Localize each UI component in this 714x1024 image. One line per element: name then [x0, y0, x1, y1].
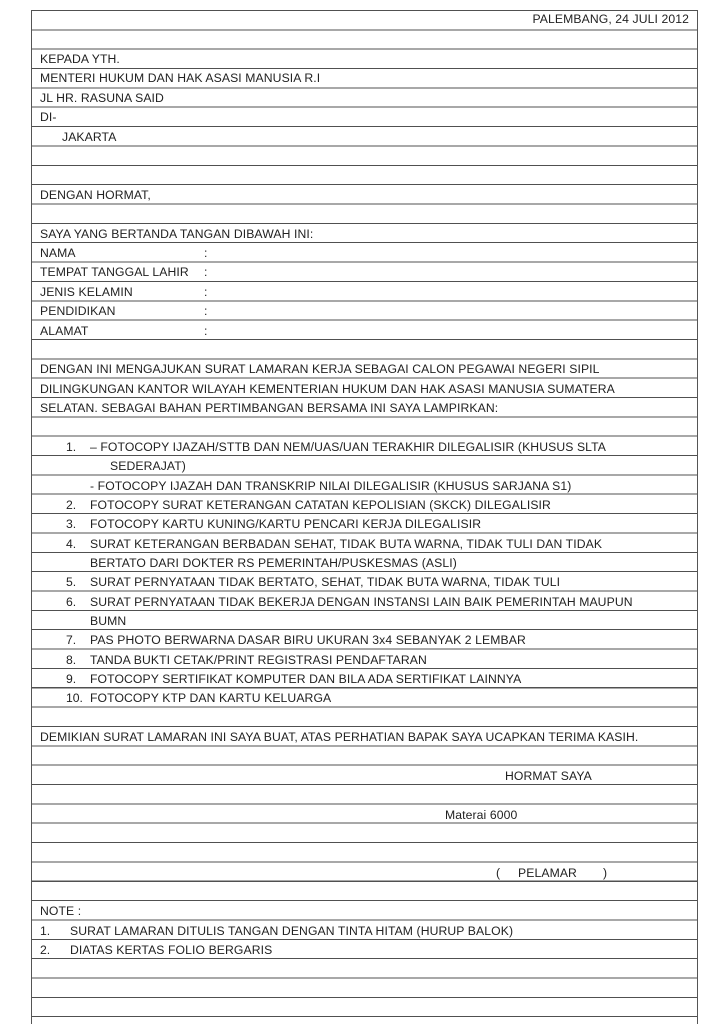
recipient-di: DI-: [40, 110, 57, 124]
list-item-number: 8.: [66, 653, 77, 667]
signature-regards: HORMAT SAYA: [505, 769, 592, 783]
body-line-3: SELATAN. SEBAGAI BAHAN PERTIMBANGAN BERSAMA INI SAYA LAMPIRKAN:: [40, 401, 499, 415]
note-title: NOTE :: [40, 904, 82, 918]
closing-statement: DEMIKIAN SURAT LAMARAN INI SAYA BUAT, ATAS PERHATIAN BAPAK SAYA UCAPKAN TERIMA KASIH.: [40, 730, 639, 744]
list-item: BUMN: [90, 614, 127, 628]
list-item: - FOTOCOPY IJAZAH DAN TRANSKRIP NILAI DILEGALISIR (KHUSUS SARJANA S1): [90, 479, 572, 493]
note-item: SURAT LAMARAN DITULIS TANGAN DENGAN TINTA HITAM (HURUP BALOK): [70, 924, 514, 938]
body-line-2: DILINGKUNGAN KANTOR WILAYAH KEMENTERIAN HUKUM DAN HAK ASASI MANUSIA SUMATERA: [40, 382, 615, 396]
list-item: FOTOCOPY KTP DAN KARTU KELUARGA: [90, 691, 332, 705]
list-item-number: 4.: [66, 537, 77, 551]
note-item: DIATAS KERTAS FOLIO BERGARIS: [70, 943, 273, 957]
field-pendidikan-label: PENDIDIKAN: [40, 304, 116, 318]
signature-stamp: Materai 6000: [445, 808, 518, 822]
body-line-1: DENGAN INI MENGAJUKAN SURAT LAMARAN KERJA SEBAGAI CALON PEGAWAI NEGERI SIPIL: [40, 362, 600, 376]
field-jenis-kelamin-label: JENIS KELAMIN: [40, 285, 133, 299]
note-item-number: 1.: [40, 924, 51, 938]
applicant-intro: SAYA YANG BERTANDA TANGAN DIBAWAH INI:: [40, 227, 314, 241]
list-item: BERTATO DARI DOKTER RS PEMERINTAH/PUSKESMAS (ASLI): [90, 556, 457, 570]
field-alamat-colon: :: [204, 324, 208, 338]
signature-close-paren: ): [603, 866, 608, 880]
list-item: TANDA BUKTI CETAK/PRINT REGISTRASI PENDAFTARAN: [90, 653, 427, 667]
field-ttl-colon: :: [204, 265, 208, 279]
list-item: FOTOCOPY SERTIFIKAT KOMPUTER DAN BILA ADA SERTIFIKAT LAINNYA: [90, 672, 522, 686]
field-ttl-label: TEMPAT TANGGAL LAHIR: [40, 265, 189, 279]
recipient-to: KEPADA YTH.: [40, 52, 120, 66]
list-item: SURAT PERNYATAAN TIDAK BERTATO, SEHAT, TIDAK BUTA WARNA, TIDAK TULI: [90, 575, 561, 589]
list-item-number: 6.: [66, 595, 77, 609]
recipient-street: JL HR. RASUNA SAID: [40, 91, 164, 105]
list-item-number: 7.: [66, 633, 77, 647]
lined-folio-sheet: [31, 10, 698, 1024]
letter-date: PALEMBANG, 24 JULI 2012: [532, 12, 689, 26]
field-alamat-label: ALAMAT: [40, 324, 89, 338]
recipient-city: JAKARTA: [62, 130, 117, 144]
signature-open-paren: (: [496, 866, 501, 880]
list-item: PAS PHOTO BERWARNA DASAR BIRU UKURAN 3x4 SEBANYAK 2 LEMBAR: [90, 633, 526, 647]
field-nama-label: NAMA: [40, 246, 76, 260]
list-item: FOTOCOPY SURAT KETERANGAN CATATAN KEPOLISIAN (SKCK) DILEGALISIR: [90, 498, 551, 512]
list-item: SEDERAJAT): [110, 459, 186, 473]
list-item-number: 5.: [66, 575, 77, 589]
recipient-name: MENTERI HUKUM DAN HAK ASASI MANUSIA R.I: [40, 71, 321, 85]
signature-name: PELAMAR: [518, 866, 577, 880]
note-item-number: 2.: [40, 943, 51, 957]
list-item: SURAT KETERANGAN BERBADAN SEHAT, TIDAK BUTA WARNA, TIDAK TULI DAN TIDAK: [90, 537, 603, 551]
greeting: DENGAN HORMAT,: [40, 188, 151, 202]
field-jenis-kelamin-colon: :: [204, 285, 208, 299]
list-item-number: 2.: [66, 498, 77, 512]
field-pendidikan-colon: :: [204, 304, 208, 318]
list-item: – FOTOCOPY IJAZAH/STTB DAN NEM/UAS/UAN TERAKHIR DILEGALISIR (KHUSUS SLTA: [90, 440, 607, 454]
list-item-number: 9.: [66, 672, 77, 686]
list-item-number: 1.: [66, 440, 77, 454]
field-nama-colon: :: [204, 246, 208, 260]
list-item-number: 3.: [66, 517, 77, 531]
list-item: FOTOCOPY KARTU KUNING/KARTU PENCARI KERJA DILEGALISIR: [90, 517, 482, 531]
list-item: SURAT PERNYATAAN TIDAK BEKERJA DENGAN INSTANSI LAIN BAIK PEMERINTAH MAUPUN: [90, 595, 633, 609]
list-item-number: 10.: [66, 691, 83, 705]
